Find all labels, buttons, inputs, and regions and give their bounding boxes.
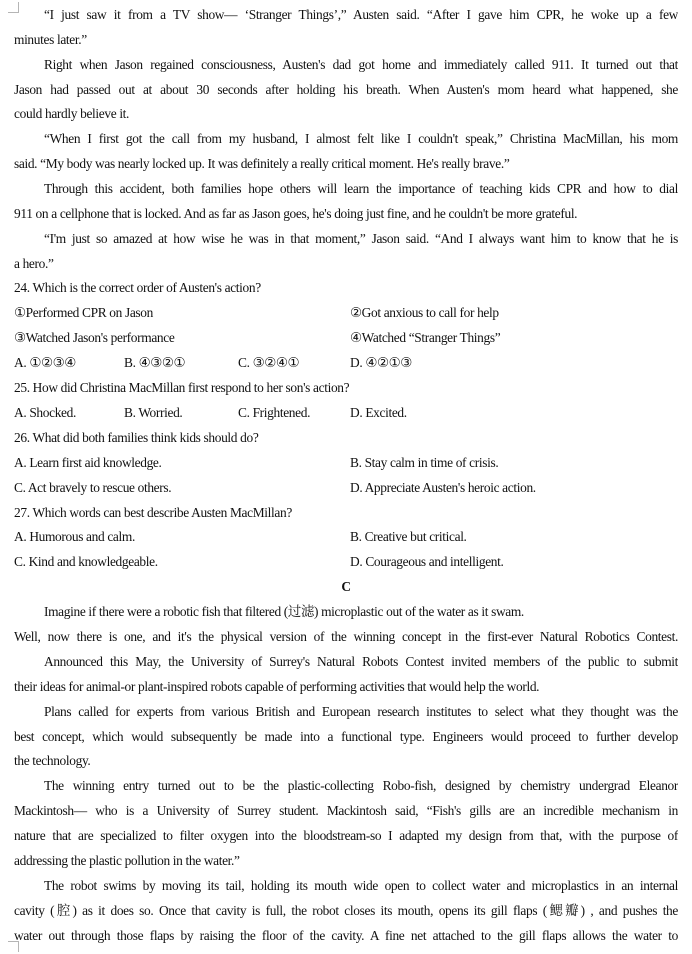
passage-line: Through this accident, both families hope others will learn the importance of teaching kids CPR and how to dial — [44, 181, 678, 196]
passage-c-line: their ideas for animal-or plant-inspired robots capable of performing activities that would help the world. — [14, 679, 540, 694]
passage-line: “I'm just so amazed at how wise he was in that moment,” Jason said. “And I always want him to know that he is — [44, 231, 678, 246]
q25-option-d[interactable]: D. Excited. — [350, 405, 407, 420]
passage-c-line: Mackintosh— who is a University of Surrey student. Mackintosh said, “Fish's gills are an incredible mechanism in — [14, 803, 678, 818]
q24-item-4: ④Watched “Stranger Things” — [350, 330, 501, 345]
q24-option-c[interactable]: C. ③②④① — [238, 355, 300, 370]
q27-option-a[interactable]: A. Humorous and calm. — [14, 529, 135, 544]
passage-c-line: nature that are specialized to filter oxygen into the bloodstream-so I adapted my design from that, with the purpose of — [14, 828, 678, 843]
q26-option-c[interactable]: C. Act bravely to rescue others. — [14, 480, 172, 495]
passage-c-line: The winning entry turned out to be the plastic-collecting Robo-fish, designed by chemistry undergrad Eleanor — [44, 778, 678, 793]
crop-mark-top — [8, 2, 19, 13]
passage-c-line: best concept, which would subsequently be made into a functional type. Engineers would proceed to further develop — [14, 729, 678, 744]
question-27: 27. Which words can best describe Austen MacMillan? — [14, 505, 292, 520]
q24-option-a[interactable]: A. ①②③④ — [14, 355, 76, 370]
passage-line: Right when Jason regained consciousness, Austen's dad got home and immediately called 911. It turned out that — [44, 57, 678, 72]
q24-option-d[interactable]: D. ④②①③ — [350, 355, 412, 370]
question-26: 26. What did both families think kids should do? — [14, 430, 259, 445]
passage-line: “I just saw it from a TV show— ‘Stranger Things’,” Austen said. “After I gave him CPR, he woke up a few — [44, 7, 678, 22]
passage-line: “When I first got the call from my husband, I almost felt like I couldn't speak,” Christina MacMillan, his mom — [44, 131, 678, 146]
passage-line: a hero.” — [14, 256, 54, 271]
passage-c-line: addressing the plastic pollution in the water.” — [14, 853, 240, 868]
passage-line: 911 on a cellphone that is locked. And as far as Jason goes, he's doing just fine, and he couldn't be more grateful. — [14, 206, 578, 221]
q26-option-b[interactable]: B. Stay calm in time of crisis. — [350, 455, 499, 470]
passage-c-line: Well, now there is one, and it's the physical version of the winning concept in the first-ever Natural Robotics Contest. — [14, 629, 678, 644]
passage-c-line: water out through those flaps by raising the floor of the cavity. A fine net attached to the gill flaps allows the water to — [14, 928, 678, 943]
passage-c-line: Announced this May, the University of Surrey's Natural Robots Contest invited members of the public to submit — [44, 654, 678, 669]
section-heading: C — [341, 579, 351, 594]
passage-c-line: Imagine if there were a robotic fish that filtered (过滤) microplastic out of the water as it swam. — [44, 604, 524, 619]
question-25: 25. How did Christina MacMillan first respond to her son's action? — [14, 380, 350, 395]
passage-c-line: the technology. — [14, 753, 91, 768]
q25-option-c[interactable]: C. Frightened. — [238, 405, 311, 420]
q24-item-3: ③Watched Jason's performance — [14, 330, 175, 345]
crop-mark-bottom — [8, 941, 19, 952]
q24-item-1: ①Performed CPR on Jason — [14, 305, 153, 320]
passage-line: minutes later.” — [14, 32, 87, 47]
q26-option-a[interactable]: A. Learn first aid knowledge. — [14, 455, 162, 470]
passage-line: said. “My body was nearly locked up. It was definitely a really critical moment. He's really brave.” — [14, 156, 510, 171]
q25-option-a[interactable]: A. Shocked. — [14, 405, 76, 420]
passage-line: Jason had passed out at about 30 seconds after holding his breath. When Austen's mom heard what happened, she — [14, 82, 678, 97]
q27-option-b[interactable]: B. Creative but critical. — [350, 529, 467, 544]
q26-option-d[interactable]: D. Appreciate Austen's heroic action. — [350, 480, 536, 495]
passage-c-line: cavity (腔) as it does so. Once that cavity is full, the robot closes its mouth, opens its gill flaps (鳃瓣) , and pushes the — [14, 903, 678, 918]
q27-option-d[interactable]: D. Courageous and intelligent. — [350, 554, 504, 569]
passage-c-line: The robot swims by moving its tail, holding its mouth wide open to collect water and microplastics in an internal — [44, 878, 678, 893]
passage-c-line: Plans called for experts from various British and European research institutes to select what they thought was the — [44, 704, 678, 719]
q24-item-2: ②Got anxious to call for help — [350, 305, 499, 320]
question-24: 24. Which is the correct order of Austen's action? — [14, 280, 261, 295]
q24-option-b[interactable]: B. ④③②① — [124, 355, 186, 370]
passage-line: could hardly believe it. — [14, 106, 130, 121]
q27-option-c[interactable]: C. Kind and knowledgeable. — [14, 554, 158, 569]
q25-option-b[interactable]: B. Worried. — [124, 405, 183, 420]
